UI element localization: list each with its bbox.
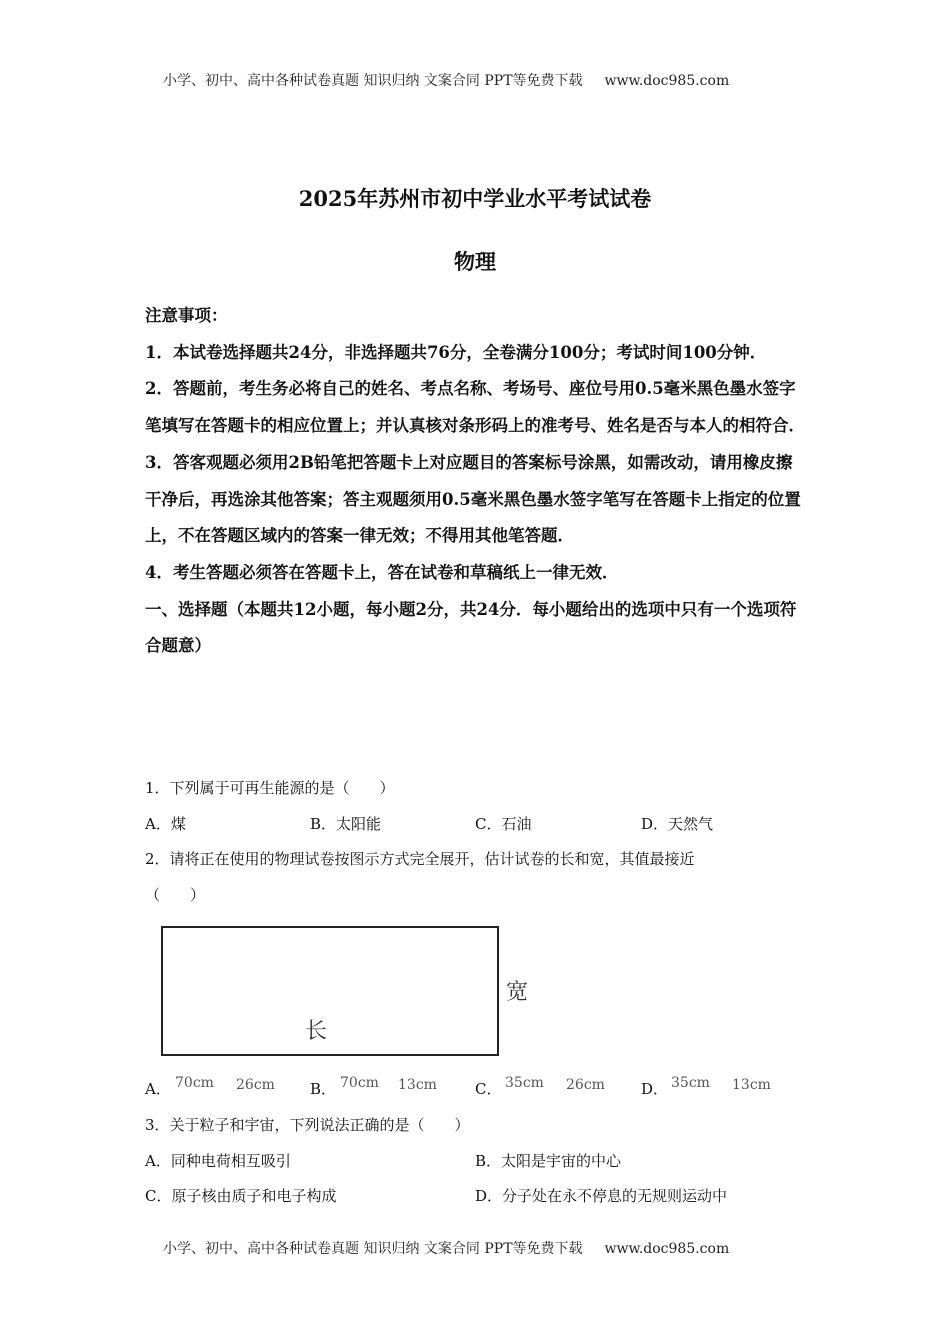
option-c-length: 35cm: [505, 1075, 544, 1091]
question-3-stem: 3．关于粒子和宇宙，下列说法正确的是（ ）: [145, 1116, 470, 1134]
footer-site-link[interactable]: www.doc985.com: [604, 1241, 730, 1257]
option-a-width: 26cm: [236, 1077, 275, 1093]
option-letter: B．: [310, 1080, 337, 1098]
question-2-paren: （ ）: [145, 886, 206, 904]
note-item-3: 3．答客观题必须用2B铅笔把答题卡上对应题目的答案标号涂黑，如需改动，请用橡皮擦干净后，再选涂其他答案；答主观题须用0.5毫米黑色墨水签字笔写在答题卡上指定的位置上，不在答题区域内的答案一律无效；不得用其他笔答题．: [145, 452, 801, 546]
width-label: 宽: [506, 980, 529, 1005]
question-1-option-d: D．天然气: [641, 815, 714, 833]
question-2-option-d: [641, 1078, 668, 1099]
question-3-option-c: C．原子核由质子和电子构成: [145, 1187, 337, 1205]
question-3-option-a: A．同种电荷相互吸引: [145, 1152, 291, 1170]
question-3-option-b: B．太阳是宇宙的中心: [475, 1152, 622, 1170]
paper-rectangle-diagram: [161, 926, 499, 1056]
option-d-width: 13cm: [732, 1077, 771, 1093]
header-site-link[interactable]: www.doc985.com: [604, 73, 730, 89]
question-1-option-b: B．太阳能: [310, 815, 382, 833]
option-d-length: 35cm: [671, 1075, 710, 1091]
question-2-stem: 2．请将正在使用的物理试卷按图示方式完全展开，估计试卷的长和宽，其值最接近: [145, 850, 695, 868]
note-item-1: 1．本试卷选择题共24分，非选择题共76分，全卷满分100分；考试时间100分钟．: [145, 342, 767, 362]
length-label: 长: [305, 1019, 328, 1044]
option-a-length: 70cm: [175, 1075, 214, 1091]
subject-title: 物理: [454, 249, 496, 274]
option-letter: C．: [475, 1080, 502, 1098]
question-3-option-d: D．分子处在永不停息的无规则运动中: [475, 1187, 728, 1205]
question-1-option-c: C．石油: [475, 815, 532, 833]
question-1-stem: 1．下列属于可再生能源的是（ ）: [145, 779, 395, 797]
option-b-width: 13cm: [398, 1077, 437, 1093]
exam-notes: [145, 298, 805, 665]
option-c-width: 26cm: [566, 1077, 605, 1093]
exam-title: 2025年苏州市初中学业水平考试试卷: [298, 186, 652, 211]
page-header: [163, 70, 729, 90]
page-footer: [163, 1238, 729, 1258]
footer-text: 小学、初中、高中各种试卷真题 知识归纳 文案合同 PPT等免费下载: [163, 1241, 583, 1257]
question-1-option-a: A．煤: [145, 815, 186, 833]
option-b-length: 70cm: [340, 1075, 379, 1091]
section-heading: 一、选择题（本题共12小题，每小题2分，共24分．每小题给出的选项中只有一个选项符合题意）: [145, 599, 797, 656]
question-2-option-c: [475, 1078, 501, 1099]
option-letter: A．: [145, 1080, 171, 1098]
option-letter: D．: [641, 1080, 669, 1098]
header-text: 小学、初中、高中各种试卷真题 知识归纳 文案合同 PPT等免费下载: [163, 73, 583, 89]
question-2-option-b: [310, 1078, 336, 1099]
question-2-option-a: [145, 1078, 171, 1099]
notes-heading: 注意事项：: [145, 306, 228, 325]
note-item-2: 2．答题前，考生务必将自己的姓名、考点名称、考场号、座位号用0.5毫米黑色墨水签字笔填写在答题卡的相应位置上；并认真核对条形码上的准考号、姓名是否与本人的相符合．: [145, 379, 805, 436]
note-item-4: 4．考生答题必须答在答题卡上，答在试卷和草稿纸上一律无效．: [145, 562, 619, 582]
